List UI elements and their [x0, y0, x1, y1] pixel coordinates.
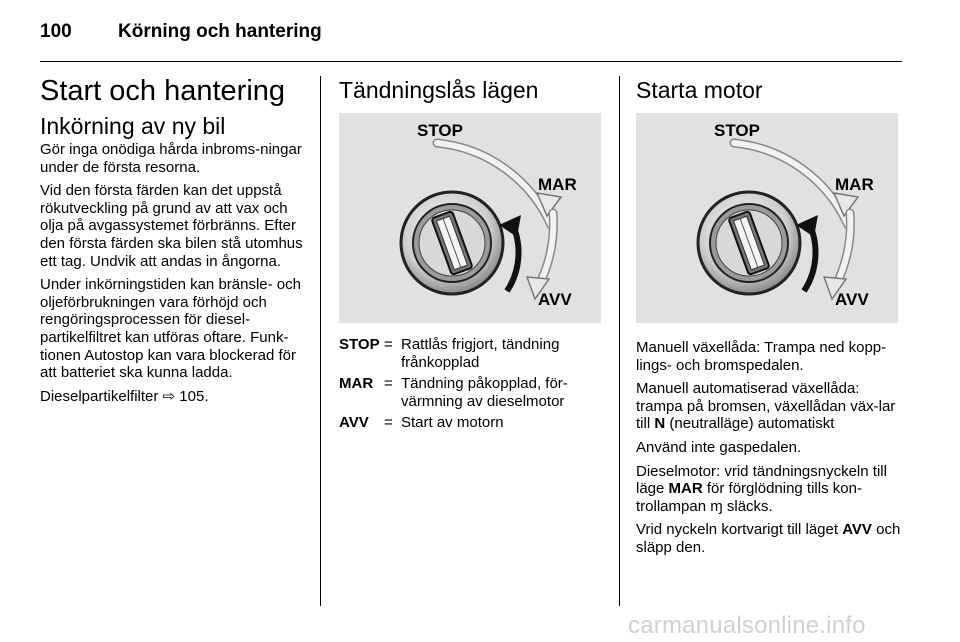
text-run: Dieselmotor: vrid tändningsnyckeln till läge [636, 462, 887, 498]
ignition-positions-title: Tändningslås lägen [339, 77, 539, 103]
paragraph: Vid den första färden kan det uppstå rökutveckling på grund av att vax och olja på avgassystemet förbränns. Efter den första färden ska bilen stå utomhus ett tag. Undvik att andas in ångorna. [40, 182, 303, 270]
avv-position-label: AVV [842, 521, 872, 539]
avv-label: AVV [538, 290, 572, 309]
legend-text: Tändning påkopplad, för-värmning av dieselmotor [401, 375, 568, 410]
paragraph: Gör inga onödiga hårda inbroms-ningar under de första resorna. [40, 141, 302, 176]
legend-row [339, 375, 602, 410]
legend-key: AVV [339, 414, 369, 432]
paragraph [636, 463, 904, 516]
section-title: Start och hantering [40, 75, 286, 107]
paragraph: Under inkörningstiden kan bränsle- och oljeförbrukningen vara förhöjd och rengöringsprocessen för diesel-partikelfiltret kan utföras oftare. Funk-tionen Autostop kan vara blockerad för att batteriet ska kunna ladda. [40, 276, 301, 382]
legend-key: MAR [339, 375, 374, 393]
text-run: Vrid nyckeln kortvarigt till läget [636, 521, 843, 539]
ignition-legend [339, 336, 602, 432]
column-divider-2 [619, 76, 620, 606]
page-number: 100 [40, 21, 72, 42]
start-engine-figure [636, 113, 898, 323]
start-instructions [636, 339, 904, 557]
stop-label: STOP [714, 121, 760, 140]
column-divider-1 [320, 76, 321, 606]
column-2 [339, 76, 602, 436]
subsection-title: Inkörning av ny bil [40, 113, 226, 139]
text-run: och släpp den. [636, 521, 901, 556]
text-run: för förglödning tills kon-trollampan [636, 480, 862, 515]
text-run: Manuell automatiserad växellåda: trampa på bromsen, växellådan väx-lar till [636, 380, 896, 433]
mar-label: MAR [538, 175, 577, 194]
mar-position-label: MAR [668, 480, 703, 498]
neutral-gear-label: N [654, 415, 666, 433]
legend-text: Rattlås frigjort, tändning frånkopplad [401, 336, 560, 371]
watermark: carmanualsonline.info [628, 612, 866, 639]
chapter-title: Körning och hantering [118, 21, 322, 42]
text-run: släcks. [722, 497, 773, 515]
legend-equals: = [384, 336, 393, 353]
stop-label: STOP [417, 121, 463, 140]
xref-text: Dieselpartikelfilter [40, 387, 159, 405]
start-engine-title: Starta motor [636, 77, 763, 103]
column-3 [636, 76, 904, 563]
paragraph: Använd inte gaspedalen. [636, 438, 802, 456]
legend-equals: = [384, 414, 393, 432]
header-rule [40, 61, 902, 62]
paragraph [636, 380, 904, 433]
xref-page: 105. [179, 387, 209, 405]
text-run: (neutralläge) automatiskt [665, 415, 835, 433]
column-1 [40, 76, 306, 411]
paragraph [636, 521, 904, 556]
legend-row [339, 336, 602, 371]
avv-label: AVV [835, 290, 869, 309]
legend-equals: = [384, 375, 393, 393]
legend-row [339, 414, 602, 432]
glow-plug-icon: ɱ [710, 497, 723, 515]
cross-reference[interactable] [40, 388, 306, 406]
legend-text: Start av motorn [401, 414, 504, 432]
legend-key: STOP [339, 336, 380, 353]
mar-label: MAR [835, 175, 874, 194]
paragraph: Manuell växellåda: Trampa ned kopp-lings- och bromspedalen. [636, 339, 887, 374]
ignition-switch-figure [339, 113, 601, 323]
page-ref-arrow-icon: ⇨ [162, 387, 176, 405]
